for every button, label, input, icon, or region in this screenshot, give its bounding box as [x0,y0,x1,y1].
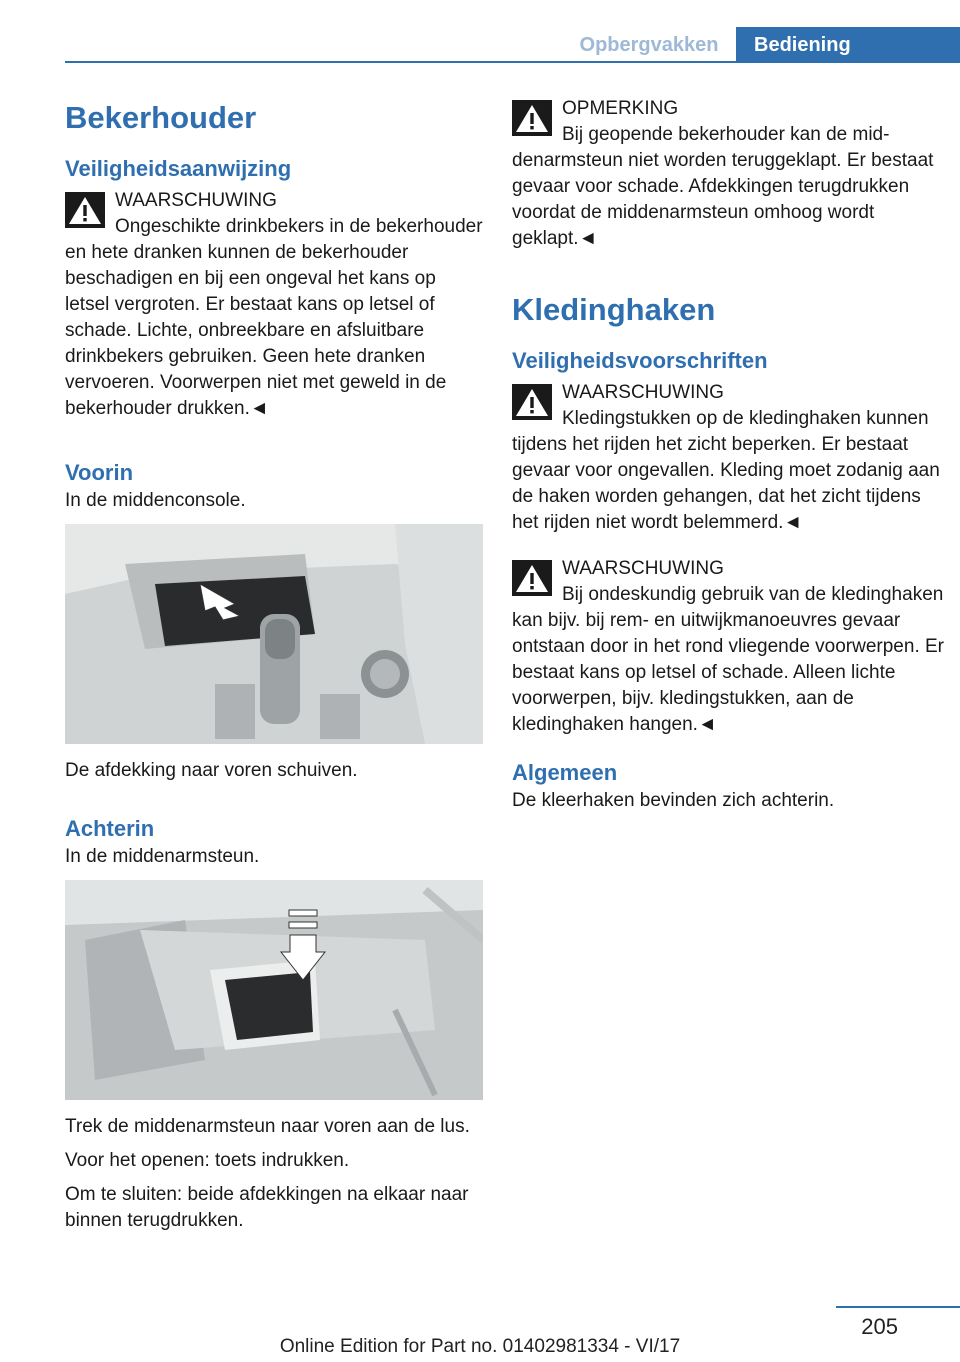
note-text: Bij geopende bekerhouder kan de middenarmsteun niet worden teruggeklapt. Er bestaat gevaar voor schade. Afdekkingen terugdrukken voordat de middenarmsteun omhoog wordt geklapt.◄ [512,124,934,249]
subheading-voorin: Voorin [65,460,134,485]
subheading-algemeen: Algemeen [512,760,618,785]
warning-block [65,188,483,422]
warning-text: Bij ondeskundig gebruik van de kledinghaken kan bijv. bij rem- en uitwijkmanoeuvres gevaar ontstaan door in het rond vliegende voorwerpen. Er bestaat kans op letsel of schade. Alleen lichte voorwerpen, bijv. kledingstukken, aan de kledinghaken hangen.◄ [512,584,944,735]
voorin-caption: De afdekking naar voren schuiven. [65,760,358,781]
warning-block-1 [512,380,944,536]
achterin-caption: Trek de middenarmsteun naar voren aan de lus. [65,1116,470,1137]
edition-footer: Online Edition for Part no. 01402981334 - VI/17 [279,1336,681,1357]
warning-label: WAARSCHUWING [115,190,277,211]
warning-text: Kledingstukken op de kledinghaken kunnen tijdens het rijden het zicht beperken. Er bestaat gevaar voor ongevallen. Kleding moet zodanig aan de haken worden gehangen, dat het zicht tijdens het rijden niet wordt belemmerd.◄ [512,408,940,533]
right-column [512,96,944,822]
voorin-text: In de middenconsole. [65,490,246,511]
section-title-bekerhouder: Bekerhouder [65,100,257,135]
page-number: 205 [861,1314,898,1339]
footer-rule [836,1306,960,1308]
left-column [65,96,483,1242]
note-block [512,96,944,252]
warning-triangle-icon [512,560,552,596]
subheading-safety: Veiligheidsaanwijzing [65,156,292,181]
warning-triangle-icon [65,192,105,228]
rear-armrest-figure [65,880,483,1100]
warning-block-2 [512,556,944,738]
subheading-safety-rules: Veiligheidsvoorschriften [512,348,768,373]
warning-label: WAARSCHUWING [562,558,724,579]
warning-text: Ongeschikte drinkbekers in de bekerhouder en hete dranken kunnen de bekerhouder beschadigen en bij een ongeval het kans op letsel vergroten. Er bestaat kans op letsel of schade. Lichte, onbreekbare en afsluitbare drinkbekers gebruiken. Geen hete dranken vervoeren. Voorwerpen niet met geweld in de bekerhouder drukken.◄ [65,216,483,419]
open-instruction: Voor het openen: toets indrukken. [65,1150,350,1171]
algemeen-text: De kleerhaken bevinden zich achterin. [512,790,835,811]
warning-label: WAARSCHUWING [562,382,724,403]
achterin-text: In de middenarmsteun. [65,846,260,867]
middle-console-figure [65,524,483,744]
warning-triangle-icon [512,384,552,420]
note-label: OPMERKING [562,98,679,119]
tab-bediening[interactable]: Bediening [736,27,960,63]
tab-opbergvakken[interactable]: Opbergvakken [579,33,719,56]
subheading-achterin: Achterin [65,816,155,841]
section-title-kledinghaken: Kledinghaken [512,292,716,327]
warning-triangle-icon [512,100,552,136]
close-instruction: Om te sluiten: beide afdekkingen na elkaar naar binnen terugdrukken. [65,1184,469,1231]
